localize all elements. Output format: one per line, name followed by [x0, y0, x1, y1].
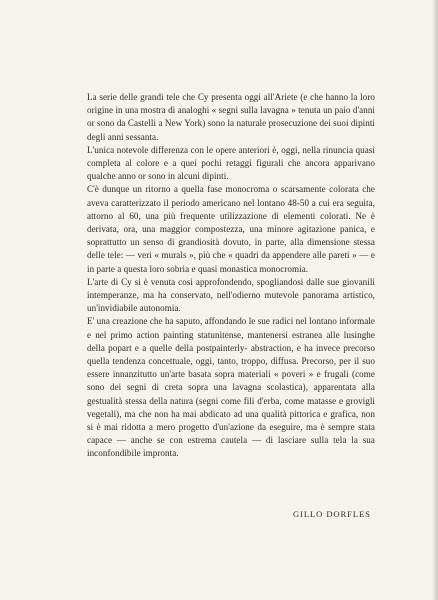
essay-body	[87, 91, 375, 461]
paragraph-2: L'unica notevole differenza con le opere anteriori è, oggi, nella rinuncia quasi completa al colore e a quei pochi retaggi figurali che ancora apparivano qualche anno or sono in alcuni dipinti.	[87, 144, 375, 182]
author-signature: GILLO DORFLES	[293, 509, 371, 519]
paragraph-1: La serie delle grandi tele che Cy presenta oggi all'Ariete (e che hanno la loro origine in una mostra di analoghi « segni sulla lavagna » tenuta un paio d'anni or sono da Castelli a New York) sono la naturale prosecuzione dei suoi dipinti degli anni sessanta.	[87, 92, 375, 142]
paragraph-5: E' una creazione che ha saputo, affondando le sue radici nel lontano informale e nel primo action painting statunitense, mantenersi estranea alle lusinghe della popart e a quelle della postpainterly- abstraction, e ha invece precorso quella tendenza concettuale, oggi, tanto, troppo, diffusa. Precorso, per il suo essere innanzitutto un'arte basata sopra materiali « poveri » e frugali (come sono dei segni di creta sopra una lavagna scolastica), apparentata alla gestualità stessa della natura (segni come fili d'erba, come matasse e grovigli vegetali), ma che non ha mai abdicato ad una qualità pittorica e grafica, non si è mai ridotta a mero progetto d'un'azione da eseguire, ma è sempre stata capace — anche se con estrema cautela — di lasciare sulla tela la sua inconfondibile impronta.	[87, 316, 375, 459]
paragraph-3: C'è dunque un ritorno a quella fase monocroma o scarsamente colorata che aveva caratterizzato il periodo americano nel lontano 48-50 a cui era seguita, attorno al 60, una più frequente utilizzazione di elementi colorati. Ne è derivata, ora, una maggior compostezza, una minore agitazione panica, e soprattutto un senso di grandiosità dovuto, in parte, alla dimensione stessa delle tele: — veri « murals », più che « quadri da appendere alle pareti » — e in parte a questa loro sobria e quasi monastica monocromia.	[87, 184, 375, 274]
page-edge-shadow	[432, 0, 438, 600]
paragraph-4: L'arte di Cy si è venuta così approfondendo, spogliandosi dalle sue giovanili intemperanze, ma ha conservato, nell'odierno mutevole panorama artistico, un'invidiabile autonomia.	[87, 276, 375, 314]
